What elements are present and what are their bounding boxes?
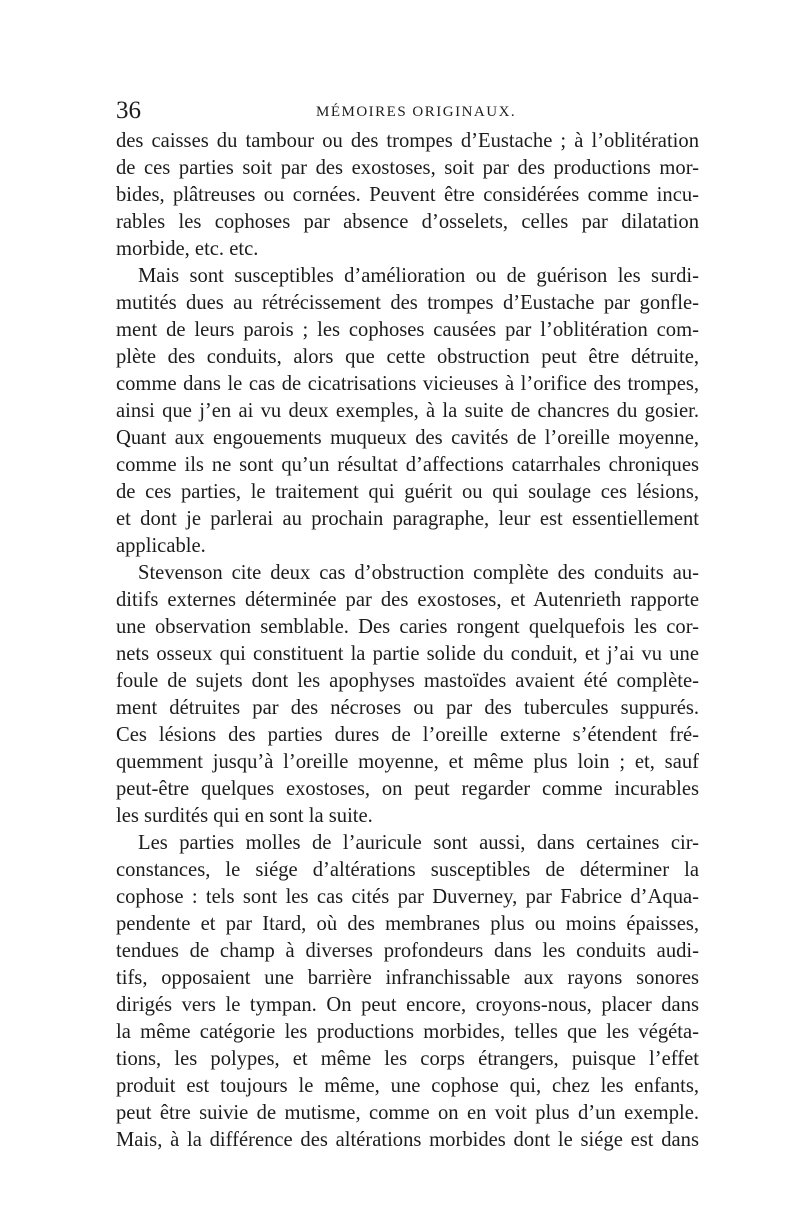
paragraph [116, 263, 699, 560]
paragraph [116, 128, 699, 263]
text-line: ainsi que j’en ai vu deux exemples, à la suite de chancres du gosier. [116, 400, 699, 422]
text-line: plète des conduits, alors que cette obstruction peut être détruite, [116, 346, 699, 368]
text-line: produit est toujours le même, une cophose qui, chez les enfants, [116, 1075, 699, 1097]
text-line: dirigés vers le tympan. On peut encore, croyons-nous, placer dans [116, 994, 699, 1016]
text-line: la même catégorie les productions morbides, telles que les végéta- [116, 1021, 699, 1043]
text-line: constances, le siége d’altérations susceptibles de déterminer la [116, 859, 699, 881]
text-line: rables les cophoses par absence d’osselets, celles par dilatation [116, 211, 699, 233]
text-line: mutités dues au rétrécissement des trompes d’Eustache par gonfle- [116, 292, 699, 314]
text-line: de ces parties, le traitement qui guérit ou qui soulage ces lésions, [116, 481, 699, 503]
body-text [116, 128, 699, 1154]
text-line: de ces parties soit par des exostoses, soit par des productions mor- [116, 157, 699, 179]
text-line: Les parties molles de l’auricule sont aussi, dans certaines cir- [138, 832, 699, 854]
text-line: comme dans le cas de cicatrisations vicieuses à l’orifice des trompes, [116, 373, 699, 395]
text-line: cophose : tels sont les cas cités par Duverney, par Fabrice d’Aqua- [116, 886, 699, 908]
text-line: bides, plâtreuses ou cornées. Peuvent être considérées comme incu- [116, 184, 699, 206]
text-line: foule de sujets dont les apophyses mastoïdes avaient été complète- [116, 670, 699, 692]
text-line: Mais, à la différence des altérations morbides dont le siége est dans [116, 1129, 699, 1151]
text-line: ment détruites par des nécroses ou par des tubercules suppurés. [116, 697, 699, 719]
text-line: une observation semblable. Des caries rongent quelquefois les cor- [116, 616, 699, 638]
text-line: morbide, etc. etc. [116, 238, 259, 260]
text-line: nets osseux qui constituent la partie solide du conduit, et j’ai vu une [116, 643, 699, 665]
text-line: Stevenson cite deux cas d’obstruction complète des conduits au- [138, 562, 699, 584]
text-line: comme ils ne sont qu’un résultat d’affections catarrhales chroniques [116, 454, 699, 476]
text-line: applicable. [116, 535, 206, 557]
text-line: Mais sont susceptibles d’amélioration ou de guérison les surdi- [138, 265, 699, 287]
text-line: des caisses du tambour ou des trompes d’Eustache ; à l’oblitération [116, 130, 699, 152]
page-number: 36 [116, 97, 141, 124]
text-line: ment de leurs parois ; les cophoses causées par l’oblitération com- [116, 319, 699, 341]
text-line: tifs, opposaient une barrière infranchissable aux rayons sonores [116, 967, 699, 989]
text-line: tions, les polypes, et même les corps étrangers, puisque l’effet [116, 1048, 699, 1070]
page-header [116, 96, 699, 126]
text-line: peut-être quelques exostoses, on peut regarder comme incurables [116, 778, 699, 800]
text-line: et dont je parlerai au prochain paragraphe, leur est essentiellement [116, 508, 699, 530]
text-line: tendues de champ à diverses profondeurs dans les conduits audi- [116, 940, 699, 962]
text-line: les surdités qui en sont la suite. [116, 805, 373, 827]
paragraph [116, 830, 699, 1154]
text-line: ditifs externes déterminée par des exostoses, et Autenrieth rapporte [116, 589, 699, 611]
text-line: peut être suivie de mutisme, comme on en voit plus d’un exemple. [116, 1102, 699, 1124]
text-line: Ces lésions des parties dures de l’oreille externe s’étendent fré- [116, 724, 699, 746]
text-line: pendente et par Itard, où des membranes plus ou moins épaisses, [116, 913, 699, 935]
running-title: MÉMOIRES ORIGINAUX. [316, 104, 517, 120]
text-line: quemment jusqu’à l’oreille moyenne, et même plus loin ; et, sauf [116, 751, 699, 773]
text-line: Quant aux engouements muqueux des cavités de l’oreille moyenne, [116, 427, 699, 449]
paragraph [116, 560, 699, 830]
